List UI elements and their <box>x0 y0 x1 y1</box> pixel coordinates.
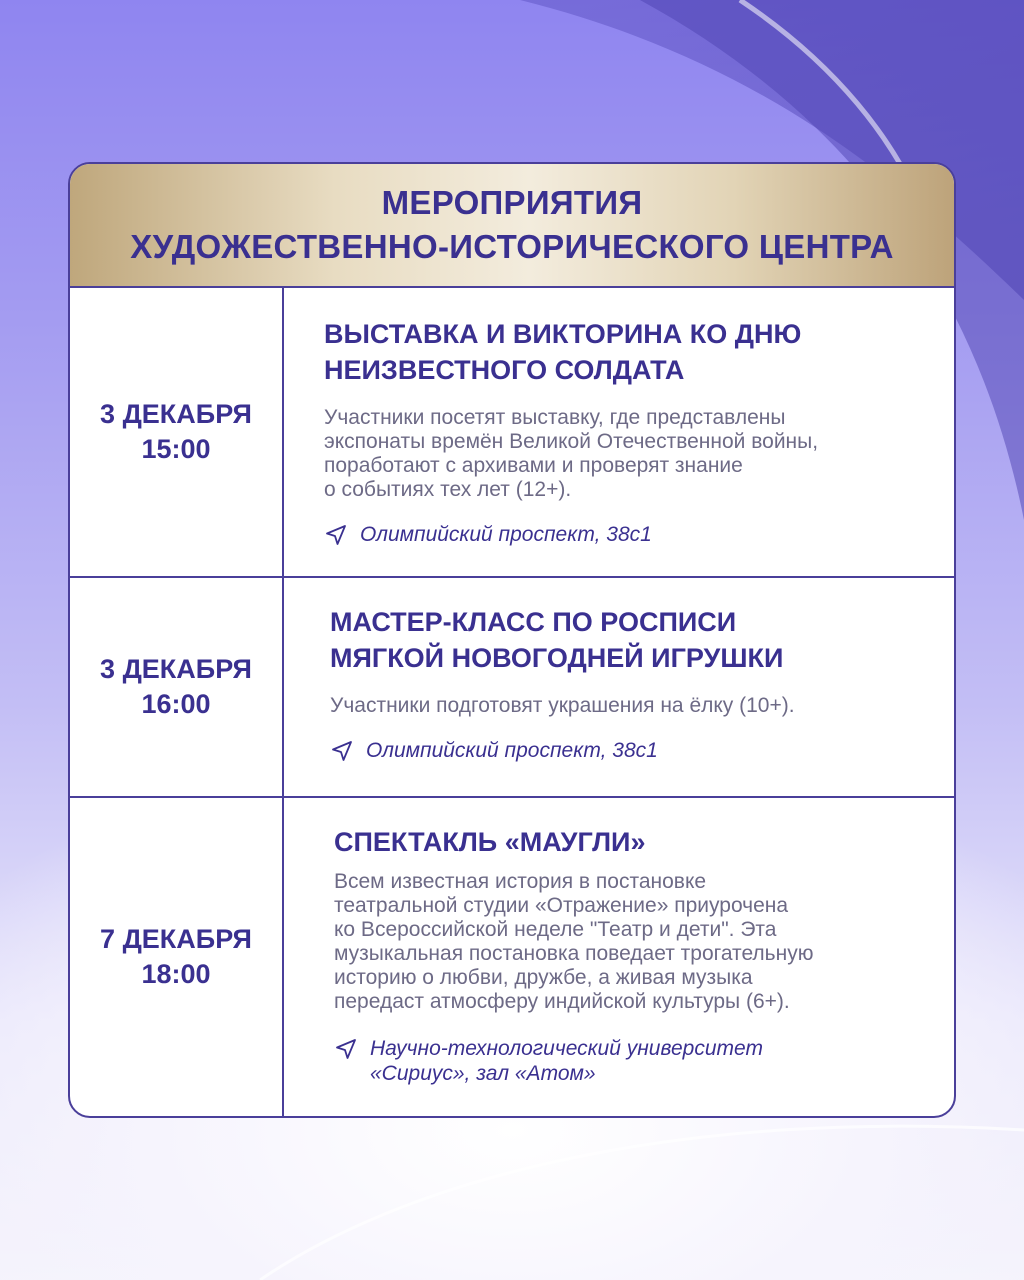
page-title-line-2: ХУДОЖЕСТВЕННО-ИСТОРИЧЕСКОГО ЦЕНТРА <box>130 228 894 265</box>
event-time: 18:00 <box>141 959 211 989</box>
event-location <box>330 738 930 763</box>
event-content <box>284 288 954 576</box>
event-title <box>330 604 930 676</box>
event-time: 16:00 <box>141 689 211 719</box>
event-title <box>324 316 930 388</box>
description-line: ко Всероссийской неделе "Театр и дети". Эта <box>334 918 777 941</box>
event-date: 3 ДЕКАБРЯ <box>100 654 252 684</box>
event-title-line: СПЕКТАКЛЬ «МАУГЛИ» <box>334 827 646 857</box>
description-line: передаст атмосферу индийской культуры (6+). <box>334 990 790 1013</box>
event-row <box>70 798 954 1116</box>
location-line: Олимпийский проспект, 38с1 <box>366 739 658 762</box>
event-description <box>330 694 930 718</box>
event-description <box>334 870 930 1014</box>
event-title-line: НЕИЗВЕСТНОГО СОЛДАТА <box>324 355 685 385</box>
event-location <box>334 1036 930 1086</box>
navigation-arrow-icon <box>324 523 348 547</box>
location-line: Олимпийский проспект, 38с1 <box>360 523 652 546</box>
event-time: 15:00 <box>141 434 211 464</box>
event-title-line: МЯГКОЙ НОВОГОДНЕЙ ИГРУШКИ <box>330 643 784 673</box>
description-line: о событиях тех лет (12+). <box>324 478 572 501</box>
event-date: 7 ДЕКАБРЯ <box>100 924 252 954</box>
event-title-line: ВЫСТАВКА И ВИКТОРИНА КО ДНЮ <box>324 319 802 349</box>
card-header <box>70 164 954 288</box>
event-content <box>284 798 954 1116</box>
description-line: театральной студии «Отражение» приурочена <box>334 894 789 917</box>
event-datetime <box>70 288 284 576</box>
description-line: историю о любви, дружбе, а живая музыка <box>334 966 753 989</box>
event-title <box>334 824 930 860</box>
location-line: Научно-технологический университет <box>370 1037 763 1060</box>
description-line: музыкальная постановка поведает трогательную <box>334 942 814 965</box>
event-row <box>70 288 954 578</box>
event-datetime <box>70 578 284 796</box>
description-line: Всем известная история в постановке <box>334 870 707 893</box>
event-description <box>324 406 930 502</box>
description-line: Участники подготовят украшения на ёлку (10+). <box>330 694 795 717</box>
event-row <box>70 578 954 798</box>
event-location <box>324 522 930 547</box>
event-content <box>284 578 954 796</box>
description-line: Участники посетят выставку, где представлены <box>324 406 786 429</box>
navigation-arrow-icon <box>334 1037 358 1061</box>
navigation-arrow-icon <box>330 739 354 763</box>
event-date: 3 ДЕКАБРЯ <box>100 399 252 429</box>
event-datetime <box>70 798 284 1116</box>
events-card <box>68 162 956 1118</box>
event-title-line: МАСТЕР-КЛАСС ПО РОСПИСИ <box>330 607 737 637</box>
page-title-line-1: МЕРОПРИЯТИЯ <box>381 184 643 221</box>
description-line: поработают с архивами и проверят знание <box>324 454 743 477</box>
location-line: «Сириус», зал «Атом» <box>370 1062 596 1085</box>
description-line: экспонаты времён Великой Отечественной войны, <box>324 430 819 453</box>
